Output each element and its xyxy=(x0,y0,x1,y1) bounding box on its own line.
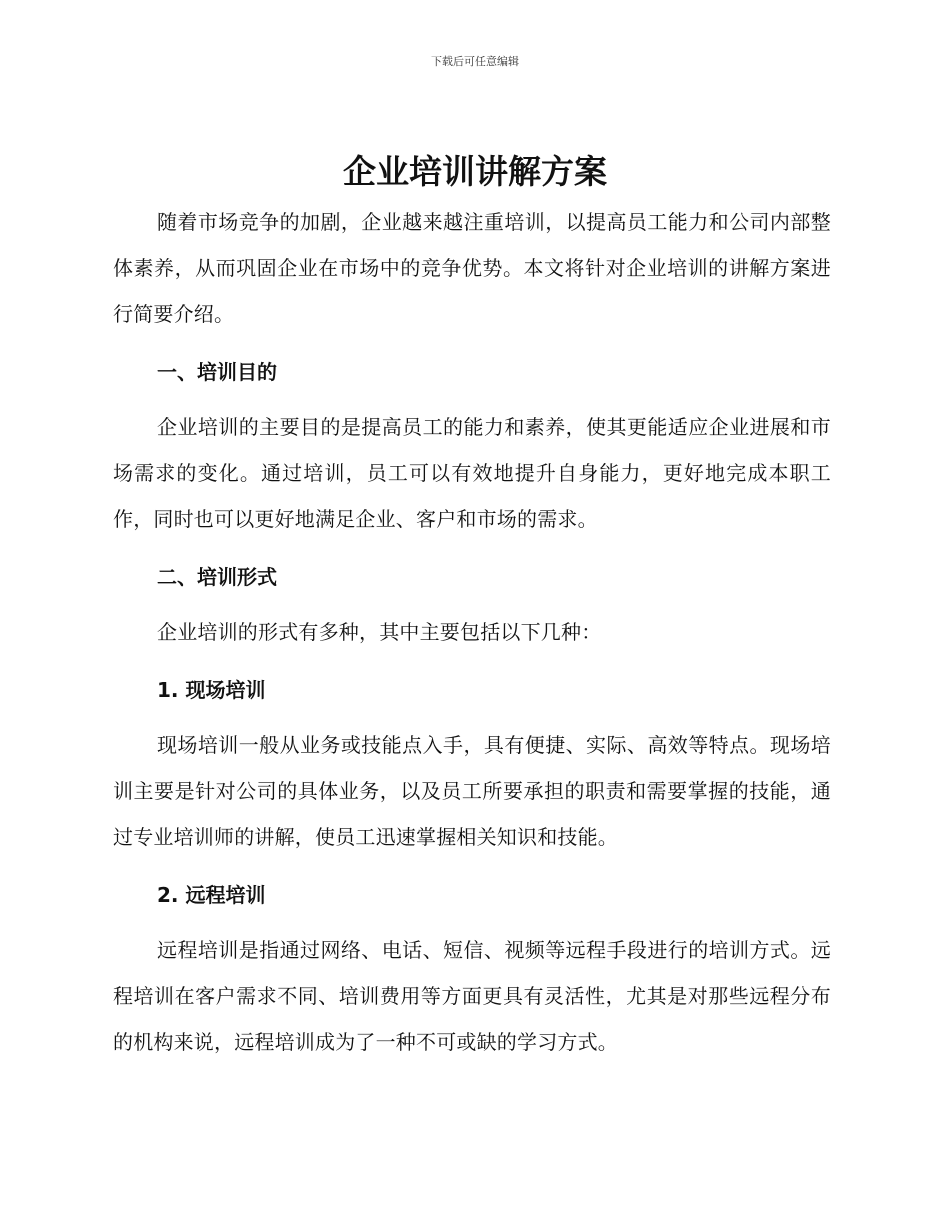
spacer xyxy=(113,589,831,609)
spacer xyxy=(113,384,831,404)
subsection-heading-onsite: 1. 现场培训 xyxy=(157,678,266,702)
section-heading-purpose: 一、培训目的 xyxy=(157,360,277,384)
header-note: 下载后可任意编辑 xyxy=(431,55,519,68)
intro-paragraph: 随着市场竞争的加剧，企业越来越注重培训，以提高员工能力和公司内部整体素养，从而巩固企业在市场中的竞争优势。本文将针对企业培训的讲解方案进行简要介绍。 xyxy=(113,210,831,326)
remote-paragraph: 远程培训是指通过网络、电话、短信、视频等远程手段进行的培训方式。远程培训在客户需求不同、培训费用等方面更具有灵活性，尤其是对那些远程分布的机构来说，远程培训成为了一种不可或缺的学习方式。 xyxy=(113,938,831,1054)
subsection-heading-remote: 2. 远程培训 xyxy=(157,883,266,907)
section-heading-format: 二、培训形式 xyxy=(157,565,277,589)
purpose-paragraph: 企业培训的主要目的是提高员工的能力和素养，使其更能适应企业进展和市场需求的变化。通过培训，员工可以有效地提升自身能力，更好地完成本职工作，同时也可以更好地满足企业、客户和市场的需求。 xyxy=(113,415,831,531)
format-paragraph: 企业培训的形式有多种，其中主要包括以下几种： xyxy=(157,620,602,644)
document-body xyxy=(113,199,831,1065)
spacer xyxy=(113,337,831,360)
spacer xyxy=(113,542,831,565)
page-title: 企业培训讲解方案 xyxy=(343,152,607,191)
spacer xyxy=(113,655,831,678)
spacer xyxy=(113,907,831,927)
spacer xyxy=(113,702,831,722)
onsite-paragraph: 现场培训一般从业务或技能点入手，具有便捷、实际、高效等特点。现场培训主要是针对公司的具体业务，以及员工所要承担的职责和需要掌握的技能，通过专业培训师的讲解，使员工迅速掌握相关知识和技能。 xyxy=(113,733,831,849)
spacer xyxy=(113,860,831,883)
